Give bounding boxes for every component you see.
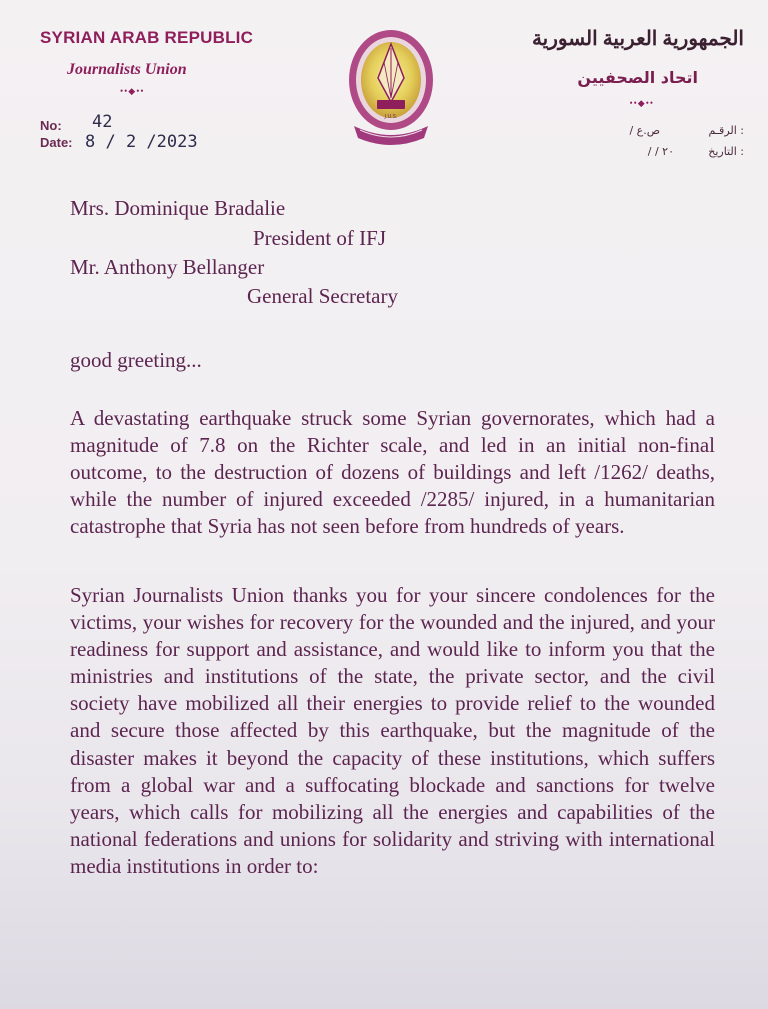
date-label-arabic: التاريخ : <box>708 145 744 158</box>
country-name: SYRIAN ARAB REPUBLIC <box>40 28 254 47</box>
country-name-arabic: الجمهورية العربية السورية <box>531 28 744 50</box>
paragraph-earthquake: A devastating earthquake struck some Syrian governorates, which had a magnitude of 7.8 on the Richter scale, and led in an initial non-final outcome, to the destruction of dozens of buildings and left /1262/ deaths, while the number of injured exceeded /2285/ injured, in a humanitarian catastrophe that Syria has not seen before from hundreds of years. <box>70 406 715 539</box>
svg-text:J.U.S.: J.U.S. <box>384 114 398 120</box>
recipient-name-1: Mrs. Dominique Bradalie <box>70 196 286 220</box>
date-value: 8 / 2 /2023 <box>85 132 198 152</box>
reference-number <box>40 112 113 133</box>
reference-number-label-arabic: الرقـم : <box>708 124 744 137</box>
reference-number-value: 42 <box>92 112 113 132</box>
date-value-arabic: / / ٢٠ <box>647 145 674 158</box>
recipient-title-1: President of IFJ <box>253 226 386 250</box>
organization-name-arabic: اتحاد الصحفيين <box>577 68 698 87</box>
recipient-name-2: Mr. Anthony Bellanger <box>70 255 265 279</box>
ornament-divider-right: ••◆•• <box>629 98 654 108</box>
paragraph-thanks: Syrian Journalists Union thanks you for your sincere condolences for the victims, your wishes for recovery for the wounded and the injured, and your readiness for support and assistance, and would like to inform you that the ministries and institutions of the state, the private sector, and the civil society have mobilized all their energies to provide relief to the wounded and secure those affected by this earthquake, but the magnitude of the disaster makes it beyond the capacity of these institutions, which suffers from a global war and a suffocating blockade and sanctions for twelve years, which calls for mobilizing all the energies and capabilities of the national federations and unions for solidarity and striving with international media institutions in order to: <box>70 583 715 878</box>
ornament-divider: ••◆•• <box>120 86 145 96</box>
organization-name: Journalists Union <box>67 61 187 78</box>
greeting: good greeting... <box>70 348 202 372</box>
reference-number-label: No: <box>40 118 62 133</box>
journalists-union-emblem-icon <box>346 22 436 152</box>
date-label: Date: <box>40 135 73 150</box>
recipient-title-2: General Secretary <box>247 284 398 308</box>
letter-date <box>40 132 198 152</box>
reference-number-value-arabic: / ص.ع <box>629 124 660 137</box>
